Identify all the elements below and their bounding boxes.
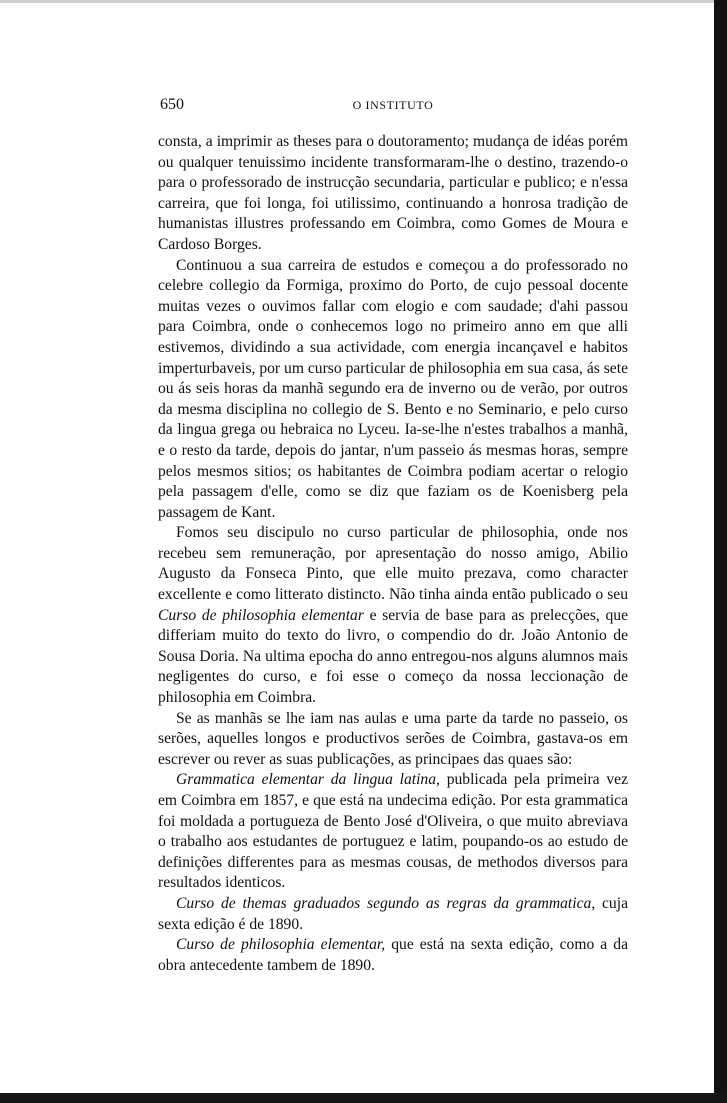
publication-description: cuja sexta edição é de 1890. (158, 894, 628, 933)
book-title: Curso de themas graduados segundo as regras da grammatica, (176, 894, 596, 912)
publication-philosophia (158, 935, 628, 976)
paragraph-text: e servia de base para as prelecções, que differiam muito do texto do livro, o compendio do dr. João Antonio de Sousa Doria. Na ultima epocha do anno entregou-nos alguns alumnos mais negligentes do curso, e foi esse o começo da nossa leccionação de philosophia em Coimbra. (158, 606, 628, 707)
paragraph-evenings: Se as manhãs se lhe iam nas aulas e uma parte da tarde no passeio, os serões, aquelles longos e productivos serões de Coimbra, gastava-os em escrever ou rever as suas publicações, as principaes das quaes são: (158, 709, 628, 768)
running-title: O INSTITUTO (352, 98, 434, 112)
body-text (158, 132, 628, 976)
book-title: Grammatica elementar da lingua latina, (176, 771, 440, 789)
paragraph-continuation: consta, a imprimir as theses para o doutoramento; mudança de idéas porém ou qualquer tenuissimo incidente transformaram-lhe o destino, trazendo-o para o professorado de instrucção secundaria, particular e publico; e n'essa carreira, que foi longa, foi utilissimo, continuando a honrosa tradição de humanistas illustres professando em Coimbra, como Gomes de Moura e Cardoso Borges. (158, 133, 628, 253)
paragraph-disciple (158, 523, 628, 708)
scan-border-top (0, 0, 727, 3)
book-title: Curso de philosophia elementar (158, 606, 364, 624)
book-page (158, 92, 628, 976)
publication-grammatica (158, 770, 628, 894)
book-title: Curso de philosophia elementar, (176, 936, 386, 954)
page-number: 650 (160, 96, 184, 113)
scan-border-bottom (0, 1093, 727, 1103)
paragraph-career: Continuou a sua carreira de estudos e começou a do professorado no celebre collegio da Formiga, proximo do Porto, de cujo pessoal docente muitas vezes o ouvimos fallar com elogio e com saudade; d'ahi passou para Coimbra, onde o conhecemos logo no primeiro anno em que alli estivemos, dividindo a sua actividade, com energia incançavel e habitos imperturbaveis, por um curso particular de philosophia em sua casa, ás sete ou ás seis horas da manhã segundo era de inverno ou de verão, por outros da mesma disciplina no collegio de S. Bento e no Seminario, e pelo curso da lingua grega ou hebraica no Lyceu. Ia-se-lhe n'estes trabalhos a manhã, e o resto da tarde, depois do jantar, n'um passeio ás mesmas horas, sempre pelos mesmos sitios; os habitantes de Coimbra podiam acertar o relogio pela passagem d'elle, como se diz que faziam os de Koenisberg pela passagem de Kant. (158, 256, 628, 521)
publication-description: publicada pela primeira vez em Coimbra em 1857, e que está na undecima edição. Por esta grammatica foi moldada a portugueza de Bento José d'Oliveira, o que muito abreviava o trabalho aos estudantes de portuguez e latim, poupando-os ao estudo de definições differentes para as mesmas cousas, de methodos diversos para resultados identicos. (158, 771, 628, 892)
scan-border-right (714, 0, 727, 1103)
publication-themas (158, 894, 628, 935)
paragraph-text: Fomos seu discipulo no curso particular de philosophia, onde nos recebeu sem remuneração, por apresentação do nosso amigo, Abilio Augusto da Fonseca Pinto, que elle muito prezava, como character excellente e como litterato distincto. Não tinha ainda então publicado o seu (158, 524, 628, 604)
running-head (158, 92, 628, 118)
publication-description: que está na sexta edição, como a da obra antecedente tambem de 1890. (158, 936, 629, 974)
